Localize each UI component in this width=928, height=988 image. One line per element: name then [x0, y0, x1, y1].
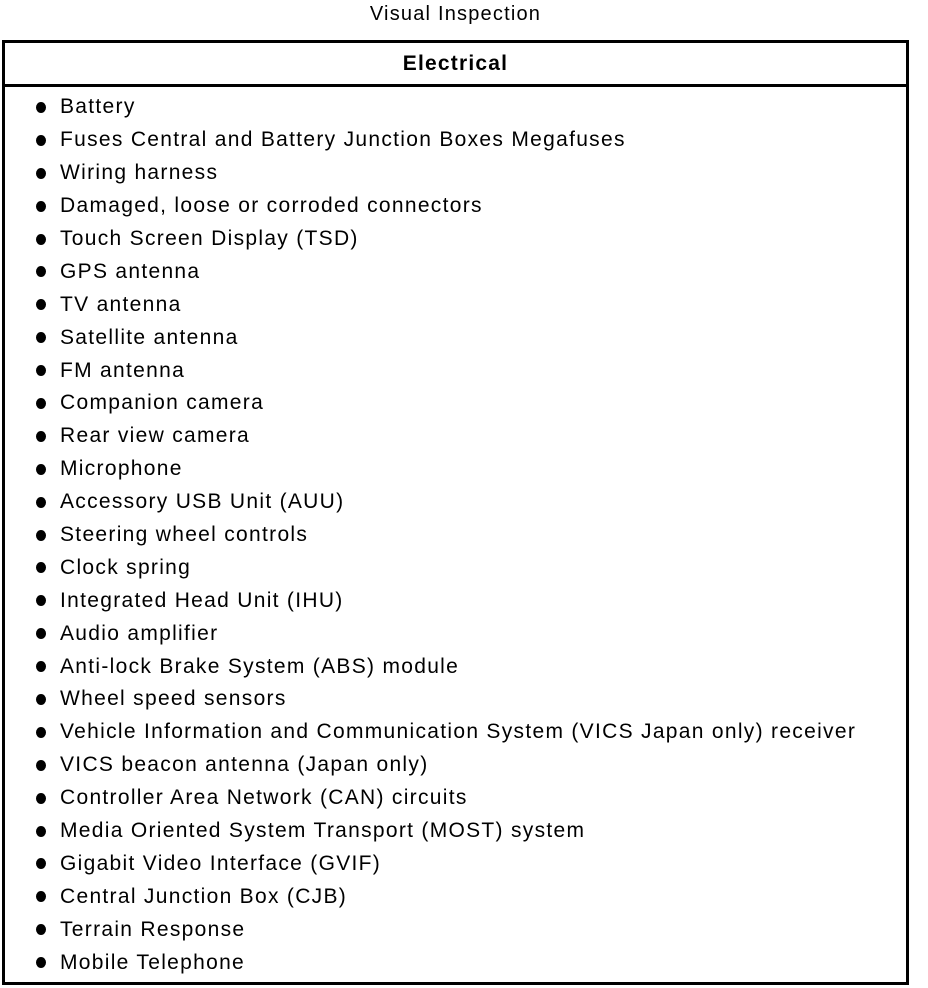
list-item-label: Companion camera — [60, 391, 265, 415]
list-item — [5, 288, 906, 321]
bullet-icon — [36, 793, 46, 804]
list-item — [5, 683, 906, 716]
bullet-icon — [36, 727, 46, 738]
bullet-icon — [36, 957, 46, 968]
inspection-list — [5, 87, 906, 982]
list-item-label: Gigabit Video Interface (GVIF) — [60, 851, 382, 875]
list-item — [5, 124, 906, 157]
list-item — [5, 551, 906, 584]
list-item-label: Anti-lock Brake System (ABS) module — [60, 654, 460, 678]
list-item — [5, 946, 906, 979]
list-item — [5, 223, 906, 256]
bullet-icon — [36, 135, 46, 146]
list-item — [5, 453, 906, 486]
bullet-icon — [36, 858, 46, 869]
list-item-label: Satellite antenna — [60, 325, 239, 349]
bullet-icon — [36, 595, 46, 606]
list-item-label: Vehicle Information and Communication System (VICS Japan only) receiver — [60, 720, 857, 744]
bullet-icon — [36, 628, 46, 639]
list-item — [5, 255, 906, 288]
bullet-icon — [36, 530, 46, 541]
bullet-icon — [36, 694, 46, 705]
bullet-icon — [36, 924, 46, 935]
list-item — [5, 157, 906, 190]
list-item — [5, 584, 906, 617]
bullet-icon — [36, 234, 46, 245]
list-item — [5, 913, 906, 946]
list-item — [5, 716, 906, 749]
electrical-panel — [2, 40, 909, 985]
list-item — [5, 354, 906, 387]
bullet-icon — [36, 497, 46, 508]
list-item — [5, 486, 906, 519]
bullet-icon — [36, 266, 46, 277]
bullet-icon — [36, 201, 46, 212]
list-item — [5, 782, 906, 815]
page-title: Visual Inspection — [369, 3, 542, 25]
list-item-label: Touch Screen Display (TSD) — [60, 227, 359, 250]
list-item-label: Controller Area Network (CAN) circuits — [60, 786, 468, 810]
panel-header: Electrical — [5, 43, 906, 87]
bullet-icon — [36, 299, 46, 310]
bullet-icon — [36, 365, 46, 376]
list-item-label: Terrain Response — [60, 917, 246, 941]
bullet-icon — [36, 431, 46, 442]
list-item-label: Microphone — [60, 457, 183, 481]
bullet-icon — [36, 826, 46, 837]
list-item — [5, 420, 906, 453]
bullet-icon — [36, 398, 46, 409]
list-item — [5, 91, 906, 124]
bullet-icon — [36, 661, 46, 672]
list-item-label: Wheel speed sensors — [60, 687, 287, 711]
list-item-label: Fuses Central and Battery Junction Boxes Megafuses — [60, 128, 626, 152]
bullet-icon — [36, 102, 46, 113]
list-item-label: TV antenna — [60, 292, 182, 316]
list-item — [5, 847, 906, 880]
bullet-icon — [36, 168, 46, 179]
list-item — [5, 519, 906, 552]
list-item-label: Mobile Telephone — [60, 950, 246, 974]
list-item-label: Steering wheel controls — [60, 523, 309, 547]
list-item — [5, 387, 906, 420]
list-item-label: FM antenna — [60, 358, 186, 382]
list-item-label: Central Junction Box (CJB) — [60, 884, 348, 908]
list-item-label: VICS beacon antenna (Japan only) — [60, 753, 429, 777]
list-item-label: Rear view camera — [60, 424, 251, 448]
bullet-icon — [36, 332, 46, 343]
list-item — [5, 617, 906, 650]
list-item-label: GPS antenna — [60, 259, 201, 283]
list-item-label: Media Oriented System Transport (MOST) system — [60, 819, 586, 843]
list-item-label: Clock spring — [60, 555, 192, 579]
list-item-label: Audio amplifier — [60, 621, 219, 645]
bullet-icon — [36, 891, 46, 902]
bullet-icon — [36, 562, 46, 573]
list-item-label: Damaged, loose or corroded connectors — [60, 194, 483, 218]
bullet-icon — [36, 464, 46, 475]
list-item — [5, 815, 906, 848]
list-item-label: Wiring harness — [60, 161, 219, 185]
list-item — [5, 749, 906, 782]
list-item — [5, 650, 906, 683]
list-item — [5, 321, 906, 354]
list-item — [5, 190, 906, 223]
list-item-label: Battery — [60, 95, 136, 119]
list-item — [5, 880, 906, 913]
list-item-label: Accessory USB Unit (AUU) — [60, 490, 345, 514]
list-item-label: Integrated Head Unit (IHU) — [60, 588, 344, 612]
bullet-icon — [36, 760, 46, 771]
